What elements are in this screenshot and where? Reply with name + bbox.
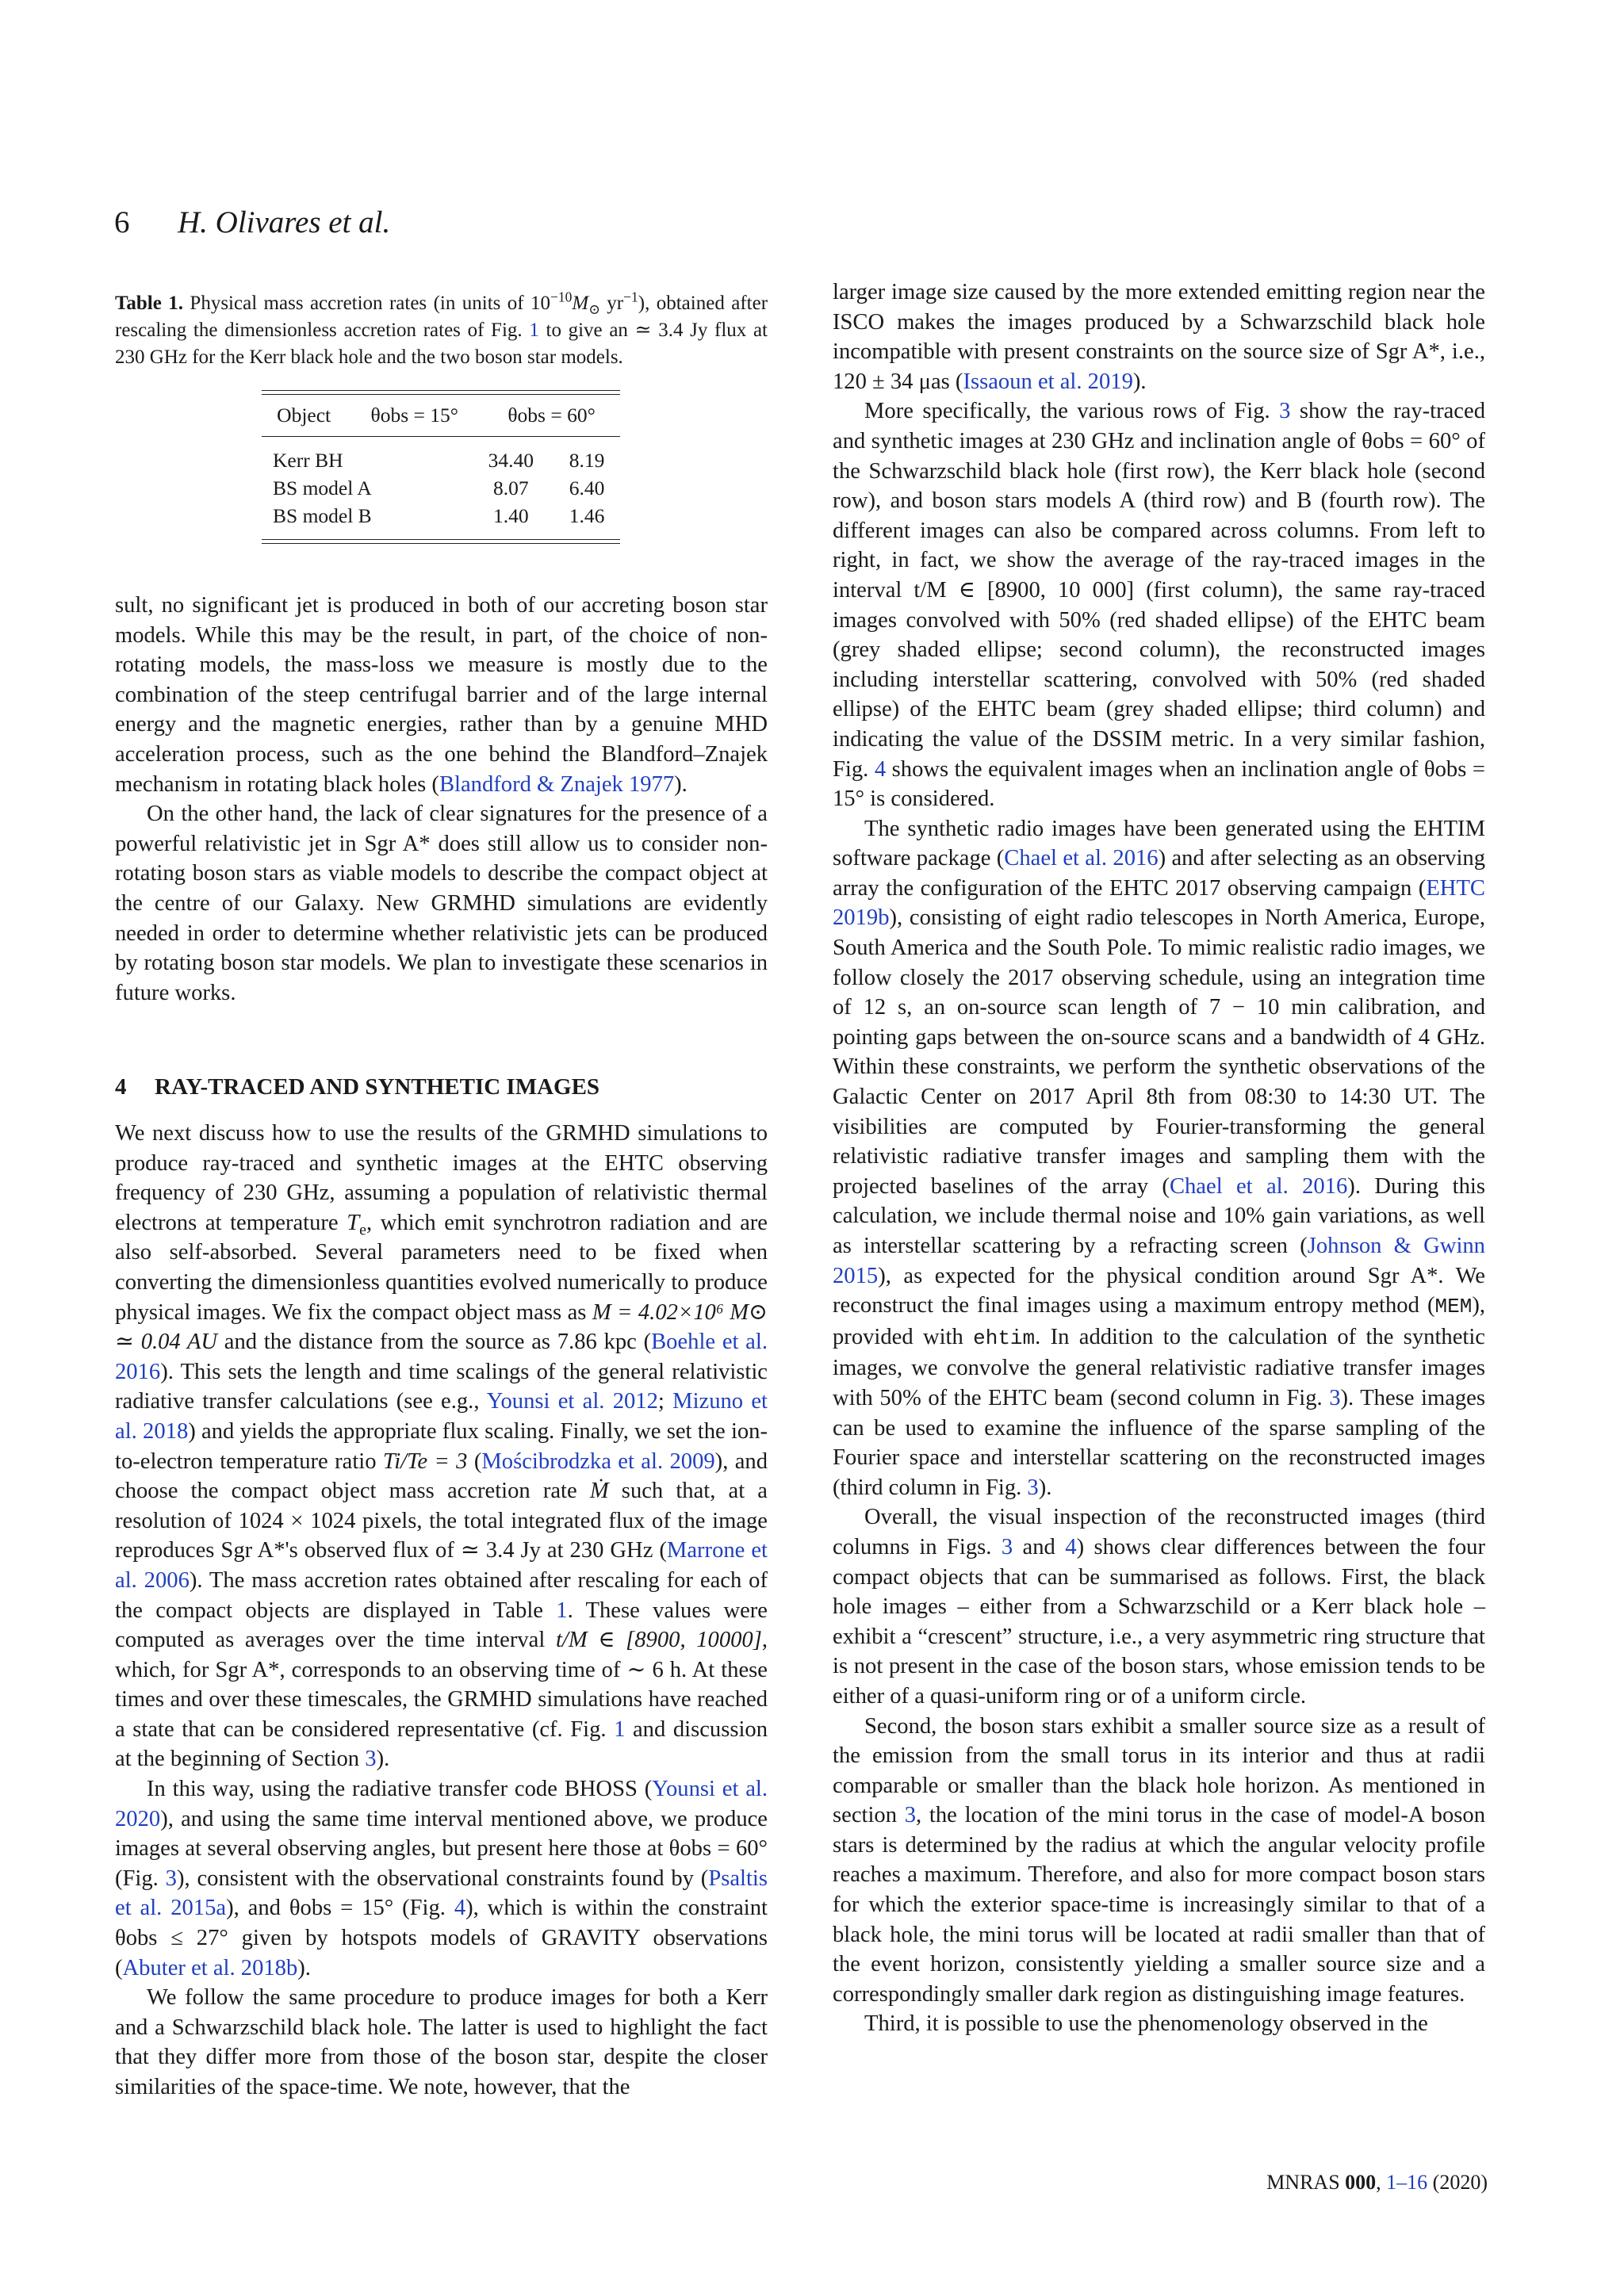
paragraph: In this way, using the radiative transfer code BHOSS (Younsi et al. 2020), and using the same time interval mentioned above, we produce images at several observing angles, but present here those at θobs = 60° (Fig. 3), consistent with the observational constraints found by (Psaltis et al. 2015a), and θobs = 15° (Fig. 4), which is within the constraint θobs ≤ 27° given by hotspots models of GRAVITY observations (Abuter et al. 2018b). — [115, 1777, 768, 1980]
citation-link[interactable]: Issaoun et al. 2019 — [963, 369, 1133, 394]
table-row: Kerr BH 34.40 8.19 — [273, 448, 605, 472]
section-number: 4 — [115, 1074, 127, 1100]
fig-ref-link[interactable]: 3 — [165, 1866, 177, 1891]
section-ref-link[interactable]: 3 — [904, 1803, 917, 1828]
section-title: RAY-TRACED AND SYNTHETIC IMAGES — [155, 1074, 600, 1100]
page-range-link[interactable]: 1–16 — [1386, 2171, 1428, 2194]
table-bottom-rule — [262, 539, 620, 544]
citation-link[interactable]: EHTC 2019b — [833, 875, 1485, 931]
caption-fig-ref[interactable]: 1 — [529, 320, 539, 341]
citation-link[interactable]: Mościbrodzka et al. 2009 — [481, 1448, 715, 1474]
citation-link[interactable]: Chael et al. 2016 — [1169, 1173, 1348, 1199]
table-header-theta15: θobs = 15° — [370, 404, 458, 427]
page-footer: MNRAS 000, 1–16 (2020) — [1266, 2171, 1488, 2194]
fig-ref-link[interactable]: 3 — [1279, 399, 1291, 424]
accretion-rate-table — [262, 390, 620, 544]
paragraph: The synthetic radio images have been generated using the EHTIM software package (Chael et al. 2016) and after selecting as an observing array the configuration of the EHTC 2017 observing campaign (EHTC 2019b), consisting of eight radio telescopes in North America, Europe, South America and the South Pole. To mimic realistic radio images, we follow closely the 2017 observing schedule, using an integration time of 12 s, an on-source scan length of 7 − 10 min calibration, and pointing gaps between the on-source scans and a bandwidth of 4 GHz. Within these constraints, we perform the synthetic observations of the Galactic Center on 2017 April 8th from 08:30 to 14:30 UT. The visibilities are computed by Fourier-transforming the general relativistic radiative transfer images and sampling them with the projected baselines of the array (Chael et al. 2016). During this calculation, we include thermal noise and 10% gain variations, as well as interstellar scattering by a refracting screen (Johnson & Gwinn 2015), as expected for the physical condition around Sgr A*. We reconstruct the final images using a maximum entropy method (MEM), provided with ehtim. In addition to the calculation of the synthetic images, we convolve the general relativistic radiative transfer images with 50% of the EHTC beam (second column in Fig. 3). These images can be used to examine the influence of the sparse sampling of the Fourier space and interstellar scattering on the reconstructed images (third column in Fig. 3). — [833, 816, 1485, 1500]
fig-ref-link[interactable]: 3 — [1329, 1385, 1341, 1410]
page-number: 6 — [114, 205, 130, 239]
citation-link[interactable]: Younsi et al. 2012 — [486, 1389, 658, 1414]
left-column-top — [115, 591, 768, 1008]
paragraph: We follow the same procedure to produce images for both a Kerr and a Schwarzschild black hole. The latter is used to highlight the fact that they differ more from those of the boson star, despite the closer similarities of the space-time. We note, however, that the — [115, 1985, 768, 2099]
paragraph: Second, the boson stars exhibit a smaller source size as a result of the emission from the small torus in its interior and thus at radii comparable or smaller than the black hole horizon. As mentioned in section 3, the location of the mini torus in the case of model-A boson stars is determined by the radius at which the angular velocity profile reaches a maximum. Therefore, and also for more compact boson stars for which the exterior space-time is increasingly similar to that of a black hole, the mini torus will be located at radii smaller than that of the event horizon, consistently yielding a smaller source size and a correspondingly smaller dark region as distinguishing image features. — [833, 1713, 1485, 2007]
right-column — [833, 277, 1485, 2039]
table-mid-rule — [262, 436, 620, 437]
fig-ref-link[interactable]: 4 — [454, 1896, 466, 1921]
paragraph: larger image size caused by the more extended emitting region near the ISCO makes the images produced by a Schwarzschild black hole incompatible with present constraints on the source size of Sgr A*, i.e., 120 ± 34 μas (Issaoun et al. 2019). — [833, 280, 1485, 394]
section-heading — [115, 1074, 599, 1100]
citation-link[interactable]: Mizuno et al. 2018 — [115, 1389, 768, 1444]
citation-link[interactable]: Blandford & Znajek 1977 — [439, 771, 675, 797]
table-row: BS model B 1.40 1.46 — [273, 503, 605, 527]
running-authors: H. Olivares et al. — [178, 205, 391, 239]
left-column-body — [115, 1119, 768, 2103]
citation-link[interactable]: Marrone et al. 2006 — [115, 1538, 768, 1593]
paragraph: More specifically, the various rows of Fig. 3 show the ray-traced and synthetic images at 230 GHz and inclination angle of θobs = 60° of the Schwarzschild black hole (first row), the Kerr black hole (second row), and boson stars models A (third row) and B (fourth row). The different images can also be compared across columns. From left to right, in fact, we show the average of the ray-traced images in the interval t/M ∈ [8900, 10 000] (first column), the same ray-traced images convolved with 50% (red shaded ellipse) of the EHTC beam (grey shaded ellipse; second column), the reconstructed images including interstellar scattering, convolved with 50% (red shaded ellipse) of the EHTC beam (grey shaded ellipse; third column) and indicating the value of the DSSIM metric. In a very similar fashion, Fig. 4 shows the equivalent images when an inclination angle of θobs = 15° is considered. — [833, 399, 1485, 812]
fig-ref-link[interactable]: 1 — [614, 1716, 626, 1742]
paragraph: Third, it is possible to use the phenomenology observed in the — [864, 2011, 1428, 2037]
paragraph: We next discuss how to use the results of the GRMHD simulations to produce ray-traced and synthetic images at the EHTC observing frequency of 230 GHz, assuming a population of relativistic thermal electrons at temperature $T_e$, which emit synchrotron radiation and are also self-absorbed. Several parameters need to be fixed when converting the dimensionless quantities evolved numerically to produce physical images. We fix the compact object mass as M = 4.02×10⁶ M⊙ ≃ 0.04 AU and the distance from the source as 7.86 kpc (Boehle et al. 2016). This sets the length and time scalings of the general relativistic radiative transfer calculations (see e.g., Younsi et al. 2012; Mizuno et al. 2018) and yields the appropriate flux scaling. Finally, we set the ion-to-electron temperature ratio Ti/Te = 3 (Mościbrodzka et al. 2009), and choose the compact object mass accretion rate Ṁ such that, at a resolution of 1024 × 1024 pixels, the total integrated flux of the image reproduces Sgr A*'s observed flux of ≃ 3.4 Jy at 230 GHz (Marrone et al. 2006). The mass accretion rates obtained after rescaling for each of the compact objects are displayed in Table 1. These values were computed as averages over the time interval t/M ∈ [8900, 10000], which, for Sgr A*, corresponds to an observing time of ∼ 6 h. At these times and over these timescales, the GRMHD simulations have reached a state that can be considered representative (cf. Fig. 1 and discussion at the beginning of Section 3). — [115, 1121, 768, 1772]
caption-label: Table 1. — [115, 293, 183, 314]
citation-link[interactable]: Johnson & Gwinn 2015 — [833, 1234, 1485, 1288]
paragraph: On the other hand, the lack of clear signatures for the presence of a powerful relativistic jet in Sgr A* does still allow us to consider non-rotating boson stars as viable models to describe the compact object at the centre of our Galaxy. New GRMHD simulations are evidently needed in order to determine whether relativistic jets can be produced by rotating boson star models. We plan to investigate these scenarios in future works. — [115, 802, 768, 1005]
table-caption: Table 1. Physical mass accretion rates (in units of $10^{-10}M_⊙$ $yr^{-1}$), obtained after rescaling the dimensionless accretion rates of Fig. 1 to give an ≃ 3.4 Jy flux at 230 GHz for the Kerr black hole and the two boson star models. — [115, 289, 768, 368]
citation-link[interactable]: Younsi et al. 2020 — [115, 1777, 768, 1831]
fig-ref-link[interactable]: 4 — [874, 756, 887, 782]
fig-ref-link[interactable]: 4 — [1065, 1534, 1077, 1559]
citation-link[interactable]: Chael et al. 2016 — [1004, 846, 1159, 871]
table-header-row — [262, 395, 620, 436]
section-ref-link[interactable]: 3 — [365, 1747, 377, 1772]
citation-link[interactable]: Psaltis et al. 2015a — [115, 1866, 768, 1921]
fig-ref-link[interactable]: 3 — [1001, 1534, 1013, 1559]
page-header — [114, 205, 390, 240]
table-header-theta60: θobs = 60° — [508, 404, 596, 427]
table-row: BS model A 8.07 6.40 — [273, 476, 605, 499]
citation-link[interactable]: Abuter et al. 2018b — [122, 1955, 298, 1980]
table-header-object: Object — [277, 404, 331, 427]
table-ref-link[interactable]: 1 — [556, 1598, 568, 1623]
citation-link[interactable]: Boehle et al. 2016 — [115, 1330, 768, 1384]
paragraph: sult, no significant jet is produced in both of our accreting boson star models. While this may be the result, in part, of the choice of non-rotating models, the mass-loss we measure is mostly due to the combination of the steep centrifugal barrier and of the large internal energy and the magnetic energies, rather than by a genuine MHD acceleration process, such as the one behind the Blandford–Znajek mechanism in rotating black holes (Blandford & Znajek 1977). — [115, 593, 768, 797]
paragraph: Overall, the visual inspection of the reconstructed images (third columns in Figs. 3 and 4) shows clear differences between the four compact objects that can be summarised as follows. First, the black hole images – either from a Schwarzschild or a Kerr black hole – exhibit a “crescent” structure, i.e., a very asymmetric ring structure that is not present in the case of the boson stars, whose emission tends to be either of a quasi-uniform ring or of a uniform circle. — [833, 1505, 1485, 1709]
fig-ref-link[interactable]: 3 — [1027, 1475, 1039, 1500]
